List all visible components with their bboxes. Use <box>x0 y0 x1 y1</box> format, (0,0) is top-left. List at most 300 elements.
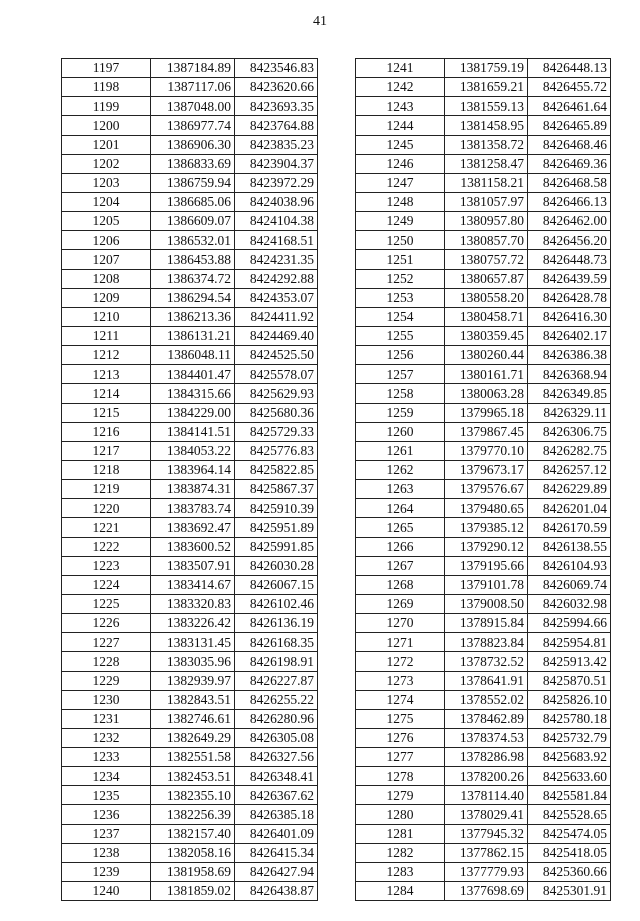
y-coordinate-cell: 8423546.83 <box>235 59 318 78</box>
x-coordinate-cell: 1383507.91 <box>151 556 235 575</box>
point-number-cell: 1230 <box>62 690 151 709</box>
x-coordinate-cell: 1378823.84 <box>445 633 528 652</box>
y-coordinate-cell: 8425418.05 <box>528 843 611 862</box>
x-coordinate-cell: 1377945.32 <box>445 824 528 843</box>
x-coordinate-cell: 1386759.94 <box>151 173 235 192</box>
y-coordinate-cell: 8426104.93 <box>528 556 611 575</box>
x-coordinate-cell: 1381358.72 <box>445 135 528 154</box>
point-number-cell: 1232 <box>62 728 151 747</box>
y-coordinate-cell: 8424353.07 <box>235 288 318 307</box>
table-row <box>356 767 611 786</box>
y-coordinate-cell: 8423693.35 <box>235 97 318 116</box>
table-row <box>62 326 318 345</box>
y-coordinate-cell: 8423904.37 <box>235 154 318 173</box>
point-number-cell: 1211 <box>62 326 151 345</box>
y-coordinate-cell: 8426069.74 <box>528 575 611 594</box>
x-coordinate-cell: 1380558.20 <box>445 288 528 307</box>
y-coordinate-cell: 8426067.15 <box>235 575 318 594</box>
x-coordinate-cell: 1379576.67 <box>445 480 528 499</box>
table-row <box>62 460 318 479</box>
table-row <box>62 805 318 824</box>
y-coordinate-cell: 8424168.51 <box>235 231 318 250</box>
y-coordinate-cell: 8423620.66 <box>235 78 318 97</box>
y-coordinate-cell: 8426468.58 <box>528 173 611 192</box>
y-coordinate-cell: 8423835.23 <box>235 135 318 154</box>
point-number-cell: 1224 <box>62 575 151 594</box>
point-number-cell: 1245 <box>356 135 445 154</box>
point-number-cell: 1212 <box>62 346 151 365</box>
point-number-cell: 1259 <box>356 403 445 422</box>
point-number-cell: 1276 <box>356 728 445 747</box>
table-row <box>356 728 611 747</box>
x-coordinate-cell: 1386453.88 <box>151 250 235 269</box>
y-coordinate-cell: 8426415.34 <box>235 843 318 862</box>
point-number-cell: 1248 <box>356 192 445 211</box>
point-number-cell: 1247 <box>356 173 445 192</box>
table-row <box>356 882 611 901</box>
x-coordinate-cell: 1386833.69 <box>151 154 235 173</box>
table-row <box>62 307 318 326</box>
point-number-cell: 1204 <box>62 192 151 211</box>
y-coordinate-cell: 8425822.85 <box>235 460 318 479</box>
y-coordinate-cell: 8425870.51 <box>528 671 611 690</box>
table-row <box>62 824 318 843</box>
y-coordinate-cell: 8426402.17 <box>528 326 611 345</box>
point-number-cell: 1273 <box>356 671 445 690</box>
x-coordinate-cell: 1378462.89 <box>445 709 528 728</box>
x-coordinate-cell: 1386977.74 <box>151 116 235 135</box>
y-coordinate-cell: 8426349.85 <box>528 384 611 403</box>
point-number-cell: 1202 <box>62 154 151 173</box>
x-coordinate-cell: 1383131.45 <box>151 633 235 652</box>
table-row <box>356 422 611 441</box>
x-coordinate-cell: 1383874.31 <box>151 480 235 499</box>
y-coordinate-cell: 8426280.96 <box>235 709 318 728</box>
x-coordinate-cell: 1386048.11 <box>151 346 235 365</box>
x-coordinate-cell: 1383320.83 <box>151 594 235 613</box>
x-coordinate-cell: 1386131.21 <box>151 326 235 345</box>
x-coordinate-cell: 1380657.87 <box>445 269 528 288</box>
x-coordinate-cell: 1380757.72 <box>445 250 528 269</box>
y-coordinate-cell: 8424525.50 <box>235 346 318 365</box>
y-coordinate-cell: 8425578.07 <box>235 365 318 384</box>
x-coordinate-cell: 1378915.84 <box>445 614 528 633</box>
table-row <box>356 441 611 460</box>
coordinates-table-left <box>61 58 318 901</box>
point-number-cell: 1203 <box>62 173 151 192</box>
y-coordinate-cell: 8426227.87 <box>235 671 318 690</box>
y-coordinate-cell: 8425301.91 <box>528 882 611 901</box>
y-coordinate-cell: 8426468.46 <box>528 135 611 154</box>
point-number-cell: 1240 <box>62 882 151 901</box>
table-row <box>62 116 318 135</box>
point-number-cell: 1218 <box>62 460 151 479</box>
point-number-cell: 1209 <box>62 288 151 307</box>
x-coordinate-cell: 1379101.78 <box>445 575 528 594</box>
x-coordinate-cell: 1384229.00 <box>151 403 235 422</box>
table-row <box>62 384 318 403</box>
x-coordinate-cell: 1382939.97 <box>151 671 235 690</box>
table-row <box>356 709 611 728</box>
table-row <box>356 384 611 403</box>
y-coordinate-cell: 8426465.89 <box>528 116 611 135</box>
table-row <box>356 556 611 575</box>
x-coordinate-cell: 1381859.02 <box>151 882 235 901</box>
x-coordinate-cell: 1383414.67 <box>151 575 235 594</box>
x-coordinate-cell: 1381158.21 <box>445 173 528 192</box>
table-row <box>62 556 318 575</box>
y-coordinate-cell: 8424038.96 <box>235 192 318 211</box>
table-row <box>62 365 318 384</box>
table-row <box>62 499 318 518</box>
x-coordinate-cell: 1381458.95 <box>445 116 528 135</box>
y-coordinate-cell: 8425474.05 <box>528 824 611 843</box>
x-coordinate-cell: 1377698.69 <box>445 882 528 901</box>
x-coordinate-cell: 1382649.29 <box>151 728 235 747</box>
table-row <box>62 269 318 288</box>
point-number-cell: 1250 <box>356 231 445 250</box>
x-coordinate-cell: 1382843.51 <box>151 690 235 709</box>
y-coordinate-cell: 8426136.19 <box>235 614 318 633</box>
table-row <box>356 575 611 594</box>
x-coordinate-cell: 1386294.54 <box>151 288 235 307</box>
point-number-cell: 1246 <box>356 154 445 173</box>
table-row <box>62 518 318 537</box>
table-row <box>62 173 318 192</box>
y-coordinate-cell: 8426456.20 <box>528 231 611 250</box>
point-number-cell: 1278 <box>356 767 445 786</box>
table-row <box>356 537 611 556</box>
y-coordinate-cell: 8426469.36 <box>528 154 611 173</box>
y-coordinate-cell: 8426138.55 <box>528 537 611 556</box>
point-number-cell: 1243 <box>356 97 445 116</box>
point-number-cell: 1253 <box>356 288 445 307</box>
point-number-cell: 1219 <box>62 480 151 499</box>
table-row <box>62 594 318 613</box>
point-number-cell: 1254 <box>356 307 445 326</box>
point-number-cell: 1236 <box>62 805 151 824</box>
x-coordinate-cell: 1380063.28 <box>445 384 528 403</box>
point-number-cell: 1261 <box>356 441 445 460</box>
x-coordinate-cell: 1384315.66 <box>151 384 235 403</box>
point-number-cell: 1265 <box>356 518 445 537</box>
point-number-cell: 1264 <box>356 499 445 518</box>
y-coordinate-cell: 8425581.84 <box>528 786 611 805</box>
x-coordinate-cell: 1377779.93 <box>445 862 528 881</box>
y-coordinate-cell: 8424411.92 <box>235 307 318 326</box>
x-coordinate-cell: 1382355.10 <box>151 786 235 805</box>
table-row <box>62 192 318 211</box>
page-number: 41 <box>313 14 327 29</box>
y-coordinate-cell: 8426327.56 <box>235 748 318 767</box>
y-coordinate-cell: 8425780.18 <box>528 709 611 728</box>
table-row <box>356 231 611 250</box>
x-coordinate-cell: 1379008.50 <box>445 594 528 613</box>
table-row <box>62 480 318 499</box>
y-coordinate-cell: 8426168.35 <box>235 633 318 652</box>
y-coordinate-cell: 8424292.88 <box>235 269 318 288</box>
point-number-cell: 1272 <box>356 652 445 671</box>
point-number-cell: 1252 <box>356 269 445 288</box>
y-coordinate-cell: 8426170.59 <box>528 518 611 537</box>
table-row <box>356 78 611 97</box>
x-coordinate-cell: 1387048.00 <box>151 97 235 116</box>
point-number-cell: 1256 <box>356 346 445 365</box>
point-number-cell: 1225 <box>62 594 151 613</box>
table-row <box>62 135 318 154</box>
y-coordinate-cell: 8426329.11 <box>528 403 611 422</box>
table-row <box>62 231 318 250</box>
table-row <box>62 575 318 594</box>
y-coordinate-cell: 8426401.09 <box>235 824 318 843</box>
x-coordinate-cell: 1380260.44 <box>445 346 528 365</box>
x-coordinate-cell: 1386213.36 <box>151 307 235 326</box>
point-number-cell: 1279 <box>356 786 445 805</box>
x-coordinate-cell: 1383783.74 <box>151 499 235 518</box>
point-number-cell: 1221 <box>62 518 151 537</box>
point-number-cell: 1280 <box>356 805 445 824</box>
x-coordinate-cell: 1380957.80 <box>445 212 528 231</box>
y-coordinate-cell: 8426305.08 <box>235 728 318 747</box>
point-number-cell: 1198 <box>62 78 151 97</box>
x-coordinate-cell: 1381057.97 <box>445 192 528 211</box>
table-row <box>356 460 611 479</box>
y-coordinate-cell: 8426455.72 <box>528 78 611 97</box>
coordinates-table-left-body <box>62 59 318 901</box>
x-coordinate-cell: 1378641.91 <box>445 671 528 690</box>
point-number-cell: 1201 <box>62 135 151 154</box>
x-coordinate-cell: 1381659.21 <box>445 78 528 97</box>
y-coordinate-cell: 8425528.65 <box>528 805 611 824</box>
y-coordinate-cell: 8425776.83 <box>235 441 318 460</box>
x-coordinate-cell: 1381559.13 <box>445 97 528 116</box>
x-coordinate-cell: 1382551.58 <box>151 748 235 767</box>
point-number-cell: 1241 <box>356 59 445 78</box>
point-number-cell: 1266 <box>356 537 445 556</box>
table-row <box>62 441 318 460</box>
point-number-cell: 1199 <box>62 97 151 116</box>
point-number-cell: 1249 <box>356 212 445 231</box>
point-number-cell: 1227 <box>62 633 151 652</box>
x-coordinate-cell: 1382157.40 <box>151 824 235 843</box>
y-coordinate-cell: 8426201.04 <box>528 499 611 518</box>
x-coordinate-cell: 1381258.47 <box>445 154 528 173</box>
y-coordinate-cell: 8426386.38 <box>528 346 611 365</box>
table-row <box>356 212 611 231</box>
y-coordinate-cell: 8425683.92 <box>528 748 611 767</box>
x-coordinate-cell: 1384141.51 <box>151 422 235 441</box>
table-row <box>356 690 611 709</box>
table-row <box>62 862 318 881</box>
table-row <box>356 843 611 862</box>
table-row <box>356 671 611 690</box>
y-coordinate-cell: 8426368.94 <box>528 365 611 384</box>
y-coordinate-cell: 8423972.29 <box>235 173 318 192</box>
point-number-cell: 1206 <box>62 231 151 250</box>
point-number-cell: 1270 <box>356 614 445 633</box>
point-number-cell: 1268 <box>356 575 445 594</box>
x-coordinate-cell: 1381958.69 <box>151 862 235 881</box>
y-coordinate-cell: 8426385.18 <box>235 805 318 824</box>
x-coordinate-cell: 1378029.41 <box>445 805 528 824</box>
table-row <box>356 116 611 135</box>
x-coordinate-cell: 1386374.72 <box>151 269 235 288</box>
point-number-cell: 1258 <box>356 384 445 403</box>
point-number-cell: 1229 <box>62 671 151 690</box>
y-coordinate-cell: 8425991.85 <box>235 537 318 556</box>
x-coordinate-cell: 1383035.96 <box>151 652 235 671</box>
y-coordinate-cell: 8426257.12 <box>528 460 611 479</box>
x-coordinate-cell: 1378200.26 <box>445 767 528 786</box>
table-row <box>356 805 611 824</box>
x-coordinate-cell: 1379195.66 <box>445 556 528 575</box>
point-number-cell: 1262 <box>356 460 445 479</box>
table-row <box>356 307 611 326</box>
table-row <box>356 135 611 154</box>
table-row <box>62 288 318 307</box>
x-coordinate-cell: 1379673.17 <box>445 460 528 479</box>
x-coordinate-cell: 1382453.51 <box>151 767 235 786</box>
y-coordinate-cell: 8425867.37 <box>235 480 318 499</box>
table-row <box>356 652 611 671</box>
point-number-cell: 1234 <box>62 767 151 786</box>
x-coordinate-cell: 1380359.45 <box>445 326 528 345</box>
y-coordinate-cell: 8426448.73 <box>528 250 611 269</box>
point-number-cell: 1210 <box>62 307 151 326</box>
y-coordinate-cell: 8425826.10 <box>528 690 611 709</box>
x-coordinate-cell: 1380458.71 <box>445 307 528 326</box>
table-row <box>62 767 318 786</box>
x-coordinate-cell: 1386685.06 <box>151 192 235 211</box>
point-number-cell: 1263 <box>356 480 445 499</box>
y-coordinate-cell: 8426427.94 <box>235 862 318 881</box>
table-row <box>62 671 318 690</box>
y-coordinate-cell: 8425951.89 <box>235 518 318 537</box>
y-coordinate-cell: 8424231.35 <box>235 250 318 269</box>
point-number-cell: 1275 <box>356 709 445 728</box>
point-number-cell: 1267 <box>356 556 445 575</box>
point-number-cell: 1242 <box>356 78 445 97</box>
point-number-cell: 1214 <box>62 384 151 403</box>
x-coordinate-cell: 1387117.06 <box>151 78 235 97</box>
table-row <box>356 365 611 384</box>
x-coordinate-cell: 1383692.47 <box>151 518 235 537</box>
point-number-cell: 1283 <box>356 862 445 881</box>
x-coordinate-cell: 1383964.14 <box>151 460 235 479</box>
point-number-cell: 1228 <box>62 652 151 671</box>
table-row <box>356 499 611 518</box>
x-coordinate-cell: 1383226.42 <box>151 614 235 633</box>
x-coordinate-cell: 1378552.02 <box>445 690 528 709</box>
coordinates-table-right-body <box>356 59 611 901</box>
table-row <box>62 346 318 365</box>
table-row <box>356 614 611 633</box>
point-number-cell: 1207 <box>62 250 151 269</box>
point-number-cell: 1223 <box>62 556 151 575</box>
point-number-cell: 1220 <box>62 499 151 518</box>
point-number-cell: 1231 <box>62 709 151 728</box>
point-number-cell: 1238 <box>62 843 151 862</box>
x-coordinate-cell: 1379867.45 <box>445 422 528 441</box>
y-coordinate-cell: 8426439.59 <box>528 269 611 288</box>
y-coordinate-cell: 8425360.66 <box>528 862 611 881</box>
point-number-cell: 1217 <box>62 441 151 460</box>
point-number-cell: 1282 <box>356 843 445 862</box>
y-coordinate-cell: 8426367.62 <box>235 786 318 805</box>
table-row <box>356 403 611 422</box>
y-coordinate-cell: 8426461.64 <box>528 97 611 116</box>
table-row <box>62 212 318 231</box>
table-row <box>356 824 611 843</box>
table-row <box>62 403 318 422</box>
y-coordinate-cell: 8426030.28 <box>235 556 318 575</box>
table-row <box>62 728 318 747</box>
y-coordinate-cell: 8426462.00 <box>528 212 611 231</box>
x-coordinate-cell: 1382746.61 <box>151 709 235 728</box>
point-number-cell: 1197 <box>62 59 151 78</box>
table-row <box>356 250 611 269</box>
table-row <box>62 537 318 556</box>
y-coordinate-cell: 8425994.66 <box>528 614 611 633</box>
x-coordinate-cell: 1386906.30 <box>151 135 235 154</box>
point-number-cell: 1233 <box>62 748 151 767</box>
y-coordinate-cell: 8425680.36 <box>235 403 318 422</box>
table-row <box>356 326 611 345</box>
y-coordinate-cell: 8426466.13 <box>528 192 611 211</box>
point-number-cell: 1271 <box>356 633 445 652</box>
x-coordinate-cell: 1379770.10 <box>445 441 528 460</box>
table-row <box>356 594 611 613</box>
table-row <box>62 690 318 709</box>
x-coordinate-cell: 1379965.18 <box>445 403 528 422</box>
table-row <box>62 633 318 652</box>
x-coordinate-cell: 1384053.22 <box>151 441 235 460</box>
x-coordinate-cell: 1378374.53 <box>445 728 528 747</box>
x-coordinate-cell: 1380857.70 <box>445 231 528 250</box>
point-number-cell: 1200 <box>62 116 151 135</box>
y-coordinate-cell: 8426428.78 <box>528 288 611 307</box>
point-number-cell: 1277 <box>356 748 445 767</box>
x-coordinate-cell: 1384401.47 <box>151 365 235 384</box>
point-number-cell: 1208 <box>62 269 151 288</box>
table-row <box>62 786 318 805</box>
point-number-cell: 1205 <box>62 212 151 231</box>
y-coordinate-cell: 8424104.38 <box>235 212 318 231</box>
point-number-cell: 1274 <box>356 690 445 709</box>
table-row <box>62 652 318 671</box>
x-coordinate-cell: 1377862.15 <box>445 843 528 862</box>
point-number-cell: 1216 <box>62 422 151 441</box>
point-number-cell: 1284 <box>356 882 445 901</box>
y-coordinate-cell: 8426438.87 <box>235 882 318 901</box>
y-coordinate-cell: 8426198.91 <box>235 652 318 671</box>
x-coordinate-cell: 1383600.52 <box>151 537 235 556</box>
table-row <box>62 250 318 269</box>
y-coordinate-cell: 8425910.39 <box>235 499 318 518</box>
y-coordinate-cell: 8425629.93 <box>235 384 318 403</box>
table-row <box>356 786 611 805</box>
x-coordinate-cell: 1381759.19 <box>445 59 528 78</box>
table-row <box>62 59 318 78</box>
table-row <box>62 843 318 862</box>
table-row <box>62 78 318 97</box>
y-coordinate-cell: 8425913.42 <box>528 652 611 671</box>
y-coordinate-cell: 8426255.22 <box>235 690 318 709</box>
x-coordinate-cell: 1378286.98 <box>445 748 528 767</box>
table-row <box>356 862 611 881</box>
table-row <box>356 346 611 365</box>
x-coordinate-cell: 1387184.89 <box>151 59 235 78</box>
